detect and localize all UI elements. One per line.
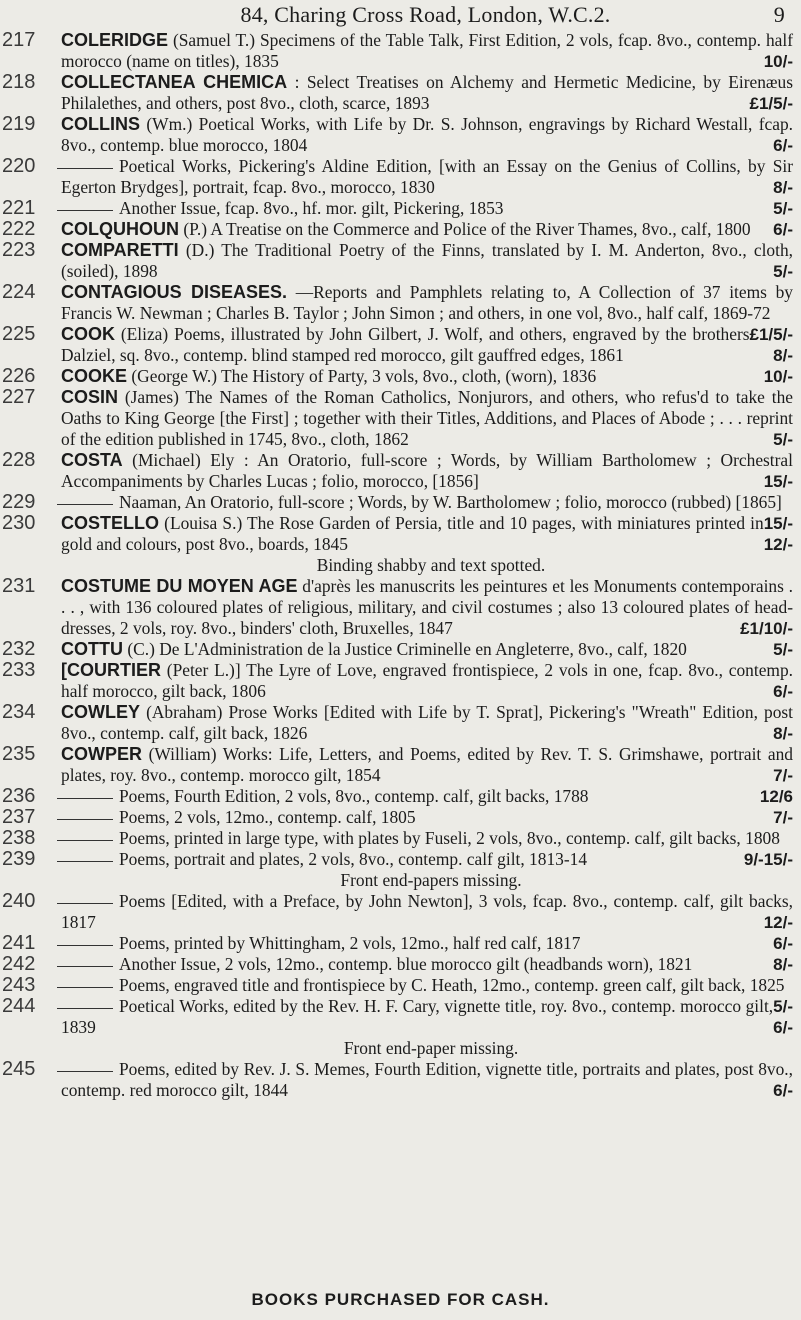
- entry-number: 226: [2, 365, 36, 387]
- entry-body: [61, 387, 793, 450]
- catalogue-entry: [0, 387, 801, 450]
- catalogue-entry: [0, 996, 801, 1038]
- entry-number: 240: [2, 890, 36, 912]
- entry-price: 6/-: [773, 934, 793, 953]
- ditto-rule: [57, 966, 113, 967]
- entry-description: (Eliza) Poems, illustrated by John Gilbert, J. Wolf, and others, engraved by the brothers Dalziel, sq. 8vo., contemp. blind stamped red morocco, gilt gauffred edges, 1861: [61, 324, 750, 365]
- entry-body: [61, 660, 793, 702]
- entry-price: 10/-: [763, 52, 793, 71]
- entry-number: 227: [2, 386, 36, 408]
- entry-price: 6/-: [773, 1081, 793, 1100]
- entry-number: 222: [2, 218, 36, 240]
- entry-body: [61, 30, 793, 72]
- ditto-rule: [57, 798, 113, 799]
- entry-price: 5/-: [773, 430, 793, 449]
- catalogue-entry: [0, 114, 801, 156]
- catalogue-entry: [0, 513, 801, 555]
- entry-price: 12/-: [763, 535, 793, 554]
- catalogue-entry: [0, 1059, 801, 1101]
- entry-description: (C.) De L'Administration de la Justice Criminelle en Angleterre, 8vo., calf, 1820: [127, 639, 687, 659]
- entry-description: (George W.) The History of Party, 3 vols, 8vo., cloth, (worn), 1836: [131, 366, 597, 386]
- entry-description: Poems, engraved title and frontispiece by C. Heath, 12mo., contemp. green calf, gilt back, 1825: [119, 975, 785, 995]
- entry-heading: COSTUME DU MOYEN AGE: [61, 576, 298, 596]
- ditto-rule: [57, 1071, 113, 1072]
- entry-number: 241: [2, 932, 36, 954]
- entry-description: (Peter L.)] The Lyre of Love, engraved frontispiece, 2 vols in one, fcap. 8vo., contemp. half morocco, gilt back, 1806: [61, 660, 793, 701]
- entry-description: (Abraham) Prose Works [Edited with Life by T. Sprat], Pickering's "Wreath" Edition, post 8vo., contemp. calf, gilt back, 1826: [61, 702, 793, 743]
- entry-heading: COSTA: [61, 450, 123, 470]
- entry-heading: [COURTIER: [61, 660, 161, 680]
- catalogue-entry: [0, 576, 801, 639]
- entry-body: [61, 639, 793, 660]
- ditto-rule: [57, 945, 113, 946]
- entry-price: 6/-: [773, 1018, 793, 1037]
- entry-description: Poems, portrait and plates, 2 vols, 8vo., contemp. calf gilt, 1813-14: [119, 849, 588, 869]
- header-address: 84, Charing Cross Road, London, W.C.2.: [240, 2, 611, 27]
- entry-price: 12/6: [759, 787, 793, 806]
- catalogue-entry: [0, 30, 801, 72]
- page-number: 9: [773, 2, 785, 27]
- catalogue-entry: [0, 240, 801, 282]
- entry-price: £1/5/-: [749, 94, 793, 113]
- entry-number: 237: [2, 806, 36, 828]
- entry-number: 236: [2, 785, 36, 807]
- catalogue-entry: [0, 156, 801, 198]
- entry-price: 10/-: [763, 367, 793, 386]
- entry-description: (Louisa S.) The Rose Garden of Persia, title and 10 pages, with miniatures printed in gold and colours, post 8vo., boards, 1845: [61, 513, 764, 554]
- entry-body: [61, 891, 793, 933]
- catalogue-entries: [0, 30, 801, 1101]
- catalogue-entry: [0, 954, 801, 975]
- entry-price: 5/-: [773, 997, 793, 1016]
- entry-number: 221: [2, 197, 36, 219]
- entry-body: [61, 807, 793, 828]
- catalogue-entry: [0, 72, 801, 114]
- entry-price: 15/-: [763, 514, 793, 533]
- entry-description: (Wm.) Poetical Works, with Life by Dr. S. Johnson, engravings by Richard Westall, fcap. 8vo., contemp. blue morocco, 1804: [61, 114, 793, 155]
- entry-description: Poems, Fourth Edition, 2 vols, 8vo., contemp. calf, gilt backs, 1788: [119, 786, 589, 806]
- entry-number: 223: [2, 239, 36, 261]
- entry-body: [61, 366, 793, 387]
- catalogue-entry: [0, 849, 801, 870]
- entry-body: [61, 72, 793, 114]
- entry-price: 15/-: [763, 850, 793, 869]
- entry-description: (D.) The Traditional Poetry of the Finns, translated by I. M. Anderton, 8vo., cloth, (soiled), 1898: [61, 240, 793, 281]
- entry-price: 15/-: [763, 472, 793, 491]
- catalogue-entry: [0, 366, 801, 387]
- catalogue-entry: [0, 744, 801, 786]
- entry-number: 232: [2, 638, 36, 660]
- entry-body: [61, 849, 793, 870]
- entry-body: [61, 702, 793, 744]
- entry-number: 217: [2, 29, 36, 51]
- entry-body: [61, 786, 793, 807]
- entry-body: [61, 240, 793, 282]
- catalogue-entry: [0, 702, 801, 744]
- entry-number: 231: [2, 575, 36, 597]
- entry-description: Naaman, An Oratorio, full-score ; Words, by W. Bartholomew ; folio, morocco (rubbed) [1865]: [119, 492, 782, 512]
- entry-price: 8/-: [773, 955, 793, 974]
- catalogue-entry: [0, 786, 801, 807]
- entry-body: [61, 114, 793, 156]
- entry-note: Front end-paper missing.: [343, 1038, 519, 1058]
- entry-number: 244: [2, 995, 36, 1017]
- entry-number: 242: [2, 953, 36, 975]
- entry-description: Poems [Edited, with a Preface, by John Newton], 3 vols, fcap. 8vo., contemp. calf, gilt backs, 1817: [61, 891, 793, 932]
- entry-number: 224: [2, 281, 36, 303]
- entry-heading: COLLECTANEA CHEMICA: [61, 72, 288, 92]
- entry-description: Poems, printed by Whittingham, 2 vols, 12mo., half red calf, 1817: [119, 933, 581, 953]
- entry-body: [61, 324, 793, 366]
- entry-heading: COTTU: [61, 639, 123, 659]
- entry-description: Poetical Works, edited by the Rev. H. F. Cary, vignette title, roy. 8vo., contemp. morocco gilt, 1839: [61, 996, 774, 1037]
- entry-number: 219: [2, 113, 36, 135]
- entry-body: [61, 513, 793, 555]
- entry-heading: COLLINS: [61, 114, 140, 134]
- entry-description: Another Issue, fcap. 8vo., hf. mor. gilt, Pickering, 1853: [119, 198, 504, 218]
- entry-price: 12/-: [763, 913, 793, 932]
- footer-note: BOOKS PURCHASED FOR CASH.: [251, 1290, 550, 1309]
- entry-body: [61, 933, 793, 954]
- entry-number: 238: [2, 827, 36, 849]
- entry-heading: COOK: [61, 324, 115, 344]
- entry-description: Poems, printed in large type, with plates by Fuseli, 2 vols, 8vo., contemp. calf, gilt backs, 1808: [119, 828, 780, 848]
- entry-number: 243: [2, 974, 36, 996]
- entry-number: 229: [2, 491, 36, 513]
- catalogue-entry: [0, 639, 801, 660]
- catalogue-entry: [0, 891, 801, 933]
- entry-heading: COLERIDGE: [61, 30, 169, 50]
- entry-number: 239: [2, 848, 36, 870]
- entry-heading: COSTELLO: [61, 513, 159, 533]
- entry-number: 233: [2, 659, 36, 681]
- entry-number: 235: [2, 743, 36, 765]
- ditto-rule: [57, 504, 113, 505]
- entry-price: 9/-: [743, 850, 764, 869]
- entry-heading: CONTAGIOUS DISEASES.: [61, 282, 288, 302]
- entry-body: [61, 996, 793, 1038]
- ditto-rule: [57, 1008, 113, 1009]
- ditto-rule: [57, 840, 113, 841]
- entry-body: [61, 576, 793, 639]
- entry-description: d'après les manuscrits les peintures et les Monuments contemporains . . . , with 136 coloured plates of religious, military, and civil costumes ; also 13 coloured plates of head-dresses, 2 vols, roy. 8vo., binders' cloth, Bruxelles, 1847: [61, 576, 793, 638]
- entry-description: : Select Treatises on Alchemy and Hermetic Medicine, by Eirenæus Philalethes, and others, post 8vo., cloth, scarce, 1893: [61, 72, 793, 113]
- entry-number: 220: [2, 155, 36, 177]
- page-header: [60, 2, 791, 30]
- entry-price: £1/10/-: [740, 619, 793, 638]
- entry-price: 8/-: [773, 724, 793, 743]
- entry-description: —Reports and Pamphlets relating to, A Collection of 37 items by Francis W. Newman ; Charles B. Taylor ; John Simon ; and others, in one vol, 8vo., half calf, 1869-72: [61, 282, 793, 323]
- entry-price: 6/-: [773, 682, 793, 701]
- catalogue-entry: [0, 933, 801, 954]
- catalogue-entry: [0, 198, 801, 219]
- entry-body: [61, 198, 793, 219]
- entry-heading: COWPER: [61, 744, 142, 764]
- entry-description: (William) Works: Life, Letters, and Poems, edited by Rev. T. S. Grimshawe, portrait and plates, roy. 8vo., contemp. morocco gilt, 1854: [61, 744, 793, 785]
- ditto-rule: [57, 987, 113, 988]
- entry-body: [61, 744, 793, 786]
- entry-description: Poems, 2 vols, 12mo., contemp. calf, 1805: [119, 807, 416, 827]
- entry-number: 228: [2, 449, 36, 471]
- entry-heading: COLQUHOUN: [61, 219, 179, 239]
- ditto-rule: [57, 861, 113, 862]
- entry-heading: COMPARETTI: [61, 240, 179, 260]
- entry-number: 225: [2, 323, 36, 345]
- entry-price: 7/-: [773, 766, 793, 785]
- ditto-rule: [57, 210, 113, 211]
- catalogue-entry: [0, 450, 801, 492]
- entry-heading: COWLEY: [61, 702, 140, 722]
- entry-number: 245: [2, 1058, 36, 1080]
- entry-description: Poetical Works, Pickering's Aldine Edition, [with an Essay on the Genius of Collins, by Sir Egerton Brydges], portrait, fcap. 8vo., morocco, 1830: [61, 156, 793, 197]
- entry-description: (James) The Names of the Roman Catholics, Nonjurors, and others, who refus'd to take the Oaths to King George [the First] ; together with their Titles, Additions, and Places of Abode ; . . . reprint of the edition published in 1745, 8vo., cloth, 1862: [61, 387, 793, 449]
- entry-heading: COSIN: [61, 387, 119, 407]
- entry-body: [61, 219, 793, 240]
- entry-price: 6/-: [773, 220, 793, 239]
- entry-note: Binding shabby and text spotted.: [316, 555, 546, 575]
- ditto-rule: [57, 819, 113, 820]
- entry-description: (Samuel T.) Specimens of the Table Talk, First Edition, 2 vols, fcap. 8vo., contemp. half morocco (name on titles), 1835: [61, 30, 793, 71]
- entry-body: [61, 975, 793, 1016]
- entry-description: (Michael) Ely : An Oratorio, full-score ; Words, by William Bartholomew ; Orchestral Accompaniments by Charles Lucas ; folio, morocco, [1856]: [61, 450, 793, 491]
- ditto-rule: [57, 903, 113, 904]
- entry-body: [61, 450, 793, 492]
- entry-price: 8/-: [773, 178, 793, 197]
- entry-price: 6/-: [773, 136, 793, 155]
- entry-note: Front end-papers missing.: [340, 870, 522, 890]
- catalogue-entry: [0, 660, 801, 702]
- entry-price: 5/-: [773, 199, 793, 218]
- entry-price: 5/-: [773, 640, 793, 659]
- entry-heading: COOKE: [61, 366, 128, 386]
- entry-price: £1/5/-: [749, 325, 793, 344]
- entry-body: [61, 954, 793, 975]
- entry-price: 5/-: [773, 262, 793, 281]
- entry-body: [61, 1059, 793, 1101]
- entry-description: Another Issue, 2 vols, 12mo., contemp. blue morocco gilt (headbands worn), 1821: [119, 954, 693, 974]
- entry-number: 230: [2, 512, 36, 534]
- entry-body: [61, 156, 793, 198]
- entry-number: 218: [2, 71, 36, 93]
- entry-number: 234: [2, 701, 36, 723]
- entry-price: 7/-: [773, 808, 793, 827]
- catalogue-entry: [0, 807, 801, 828]
- catalogue-entry: [0, 324, 801, 366]
- entry-description: (P.) A Treatise on the Commerce and Police of the River Thames, 8vo., calf, 1800: [183, 219, 751, 239]
- entry-price: 8/-: [773, 346, 793, 365]
- ditto-rule: [57, 168, 113, 169]
- catalogue-entry: [0, 219, 801, 240]
- entry-description: Poems, edited by Rev. J. S. Memes, Fourth Edition, vignette title, portraits and plates, post 8vo., contemp. red morocco gilt, 1844: [61, 1059, 793, 1100]
